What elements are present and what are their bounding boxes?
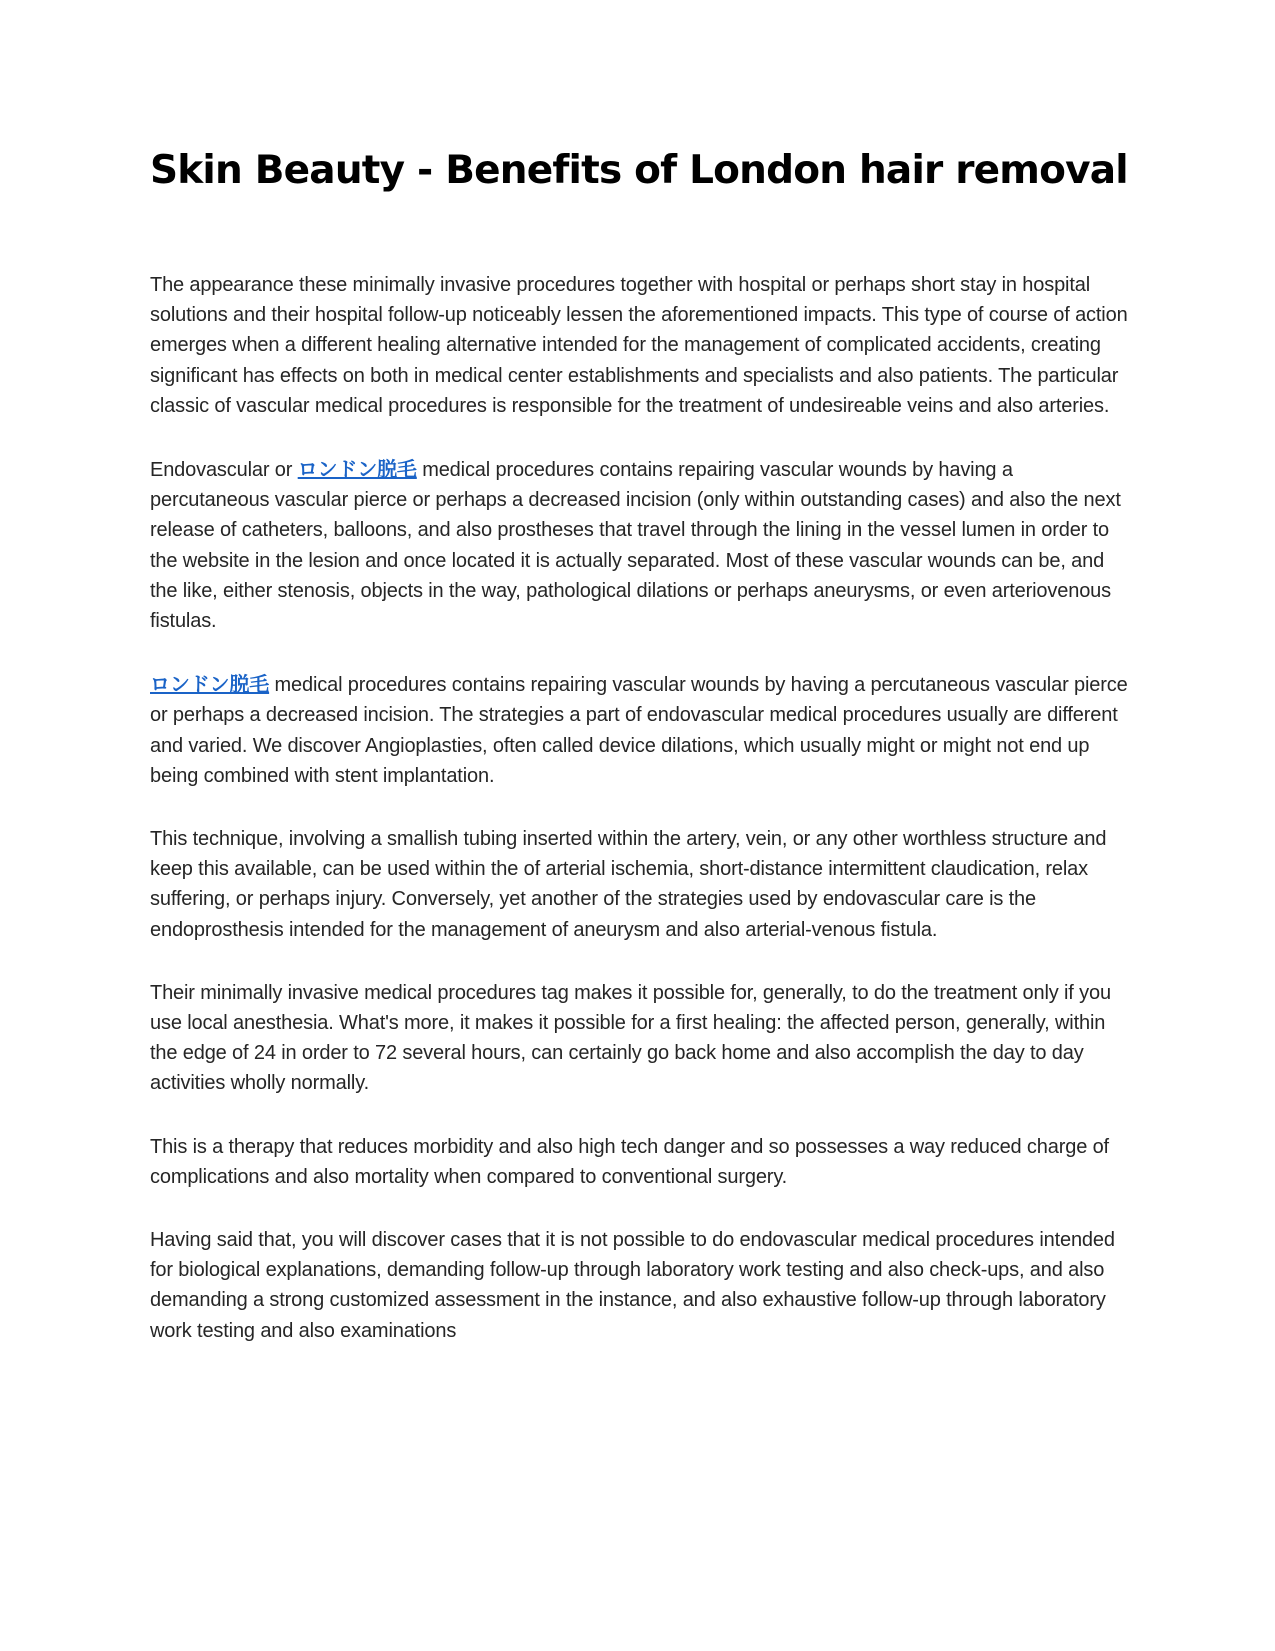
paragraph-therapy: This is a therapy that reduces morbidity and also high tech danger and so possesses a way reduced charge of complications and also mortality when compared to conventional surgery.	[150, 1135, 1109, 1188]
paragraph-technique: This technique, involving a smallish tubing inserted within the artery, vein, or any other worthless structure and keep this available, can be used within the of arterial ischemia, short-distance intermittent claudication, relax suffering, or perhaps injury. Conversely, yet another of the strategies used by endovascular care is the endoprosthesis intended for the management of aneurysm and also arterial-venous fistula.	[150, 828, 1107, 941]
london-hair-removal-link-1[interactable]: ロンドン脱毛	[297, 457, 417, 482]
paragraph-anesthesia: Their minimally invasive medical procedures tag makes it possible for, generally, to do the treatment only if you use local anesthesia. What's more, it makes it possible for a first healing: the affected person, generally, within the edge of 24 in order to 72 several hours, can certainly go back home and also accomplish the day to day activities wholly normally.	[150, 981, 1111, 1095]
paragraph-endovascular-lead: Endovascular or	[150, 459, 298, 482]
page-title: Skin Beauty - Benefits of London hair removal	[150, 148, 1128, 193]
paragraph-procedures	[150, 669, 1130, 791]
paragraph-exceptions: Having said that, you will discover cases that it is not possible to do endovascular medical procedures intended for biological explanations, demanding follow-up through laboratory work testing and also check-ups, and also demanding a strong customized assessment in the instance, and also exhaustive follow-up through laboratory work testing and also examinations	[150, 1229, 1115, 1342]
london-hair-removal-link-2[interactable]: ロンドン脱毛	[150, 672, 270, 697]
paragraph-endovascular-text: medical procedures contains repairing vascular wounds by having a percutaneous vascular pierce or perhaps a decreased incision (only within outstanding cases) and also the next release of catheters, balloons, and also prostheses that travel through the lining in the vessel lumen in order to the website in the lesion and once located it is actually separated. Most of these vascular wounds can be, and the like, either stenosis, objects in the way, pathological dilations or perhaps aneurysms, or even arteriovenous fistulas.	[150, 459, 1121, 633]
paragraph-procedures-text: medical procedures contains repairing vascular wounds by having a percutaneous vascular pierce or perhaps a decreased incision. The strategies a part of endovascular medical procedures usually are different and varied. We discover Angioplasties, often called device dilations, which usually might or might not end up being combined with stent implantation.	[150, 674, 1128, 787]
paragraph-intro: The appearance these minimally invasive procedures together with hospital or perhaps short stay in hospital solutions and their hospital follow-up noticeably lessen the aforementioned impacts. This type of course of action emerges when a different healing alternative intended for the management of complicated accidents, creating significant has effects on both in medical center establishments and specialists and also patients. The particular classic of vascular medical procedures is responsible for the treatment of undesireable veins and also arteries.	[150, 274, 1128, 417]
article-body	[150, 270, 1130, 1379]
paragraph-endovascular	[150, 454, 1130, 636]
